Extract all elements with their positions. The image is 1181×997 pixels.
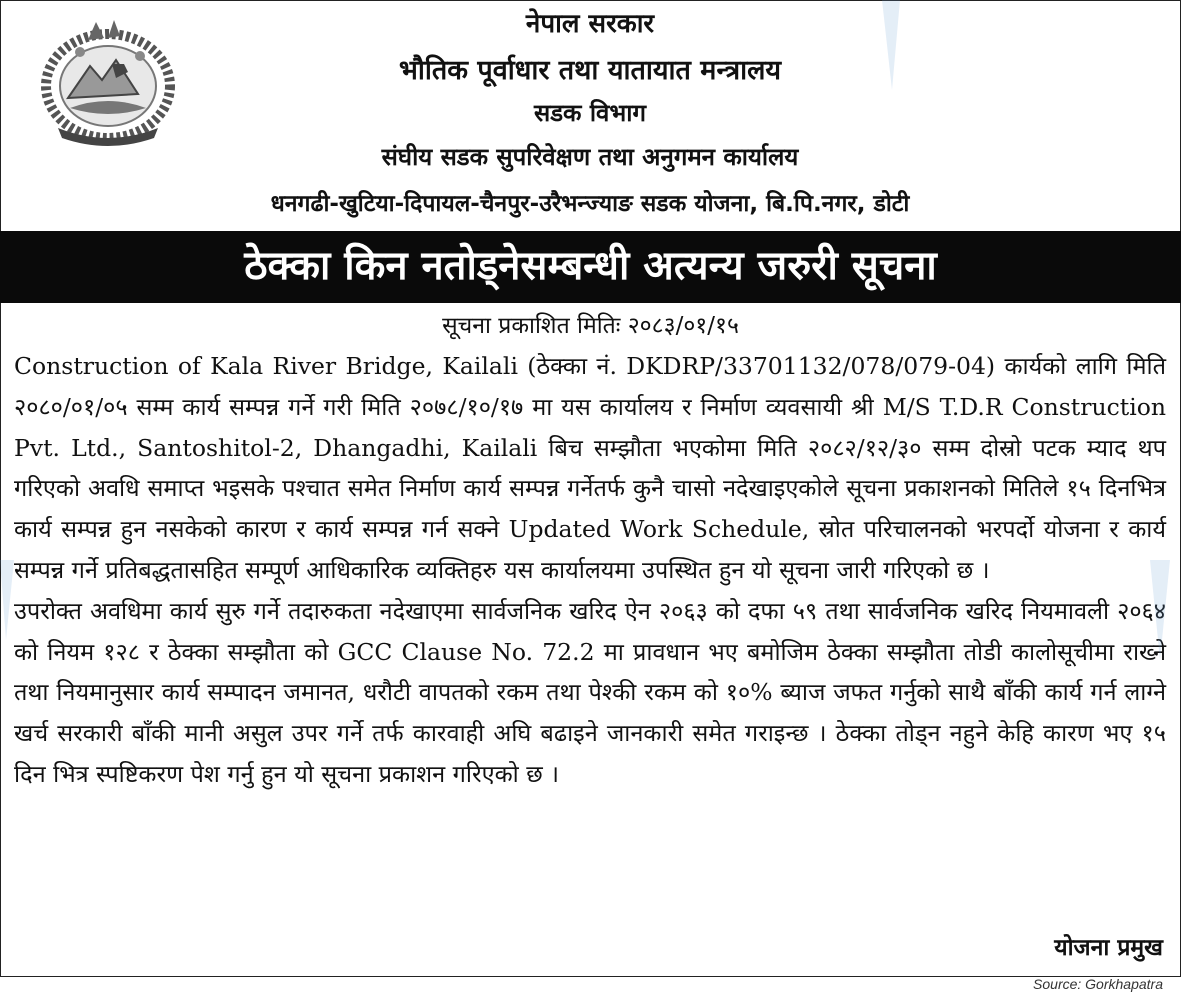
notice-title: ठेक्का किन नतोड्नेसम्बन्धी अत्यन्य जरुरी सूचना — [244, 243, 937, 289]
published-date: सूचना प्रकाशित मितिः २०८३/०१/१५ — [442, 313, 739, 339]
project-heading: धनगढी-खुटिया-दिपायल-चैनपुर-उरैभन्ज्याङ सडक योजना, बि.पि.नगर, डोटी — [270, 191, 910, 217]
notice-paragraph-1: Construction of Kala River Bridge, Kailali (ठेक्का नं. DKDRP/33701132/078/079-04) कार्यको लागि मिति २०८०/०१/०५ सम्म कार्य सम्पन्न गर्ने गरी मिति २०७८/१०/१७ मा यस कार्यालय र निर्माण व्यवसायी श्री M/S T.D.R Construction Pvt. Ltd., Santoshitol-2, Dhangadhi, Kailali बिच सम्झौता भएकोमा मिति २०८२/१२/३० सम्म दोस्रो पटक म्याद थप गरिएको अवधि समाप्त भइसके पश्चात समेत निर्माण कार्य सम्पन्न गर्नेतर्फ कुनै चासो नदेखाइएकोले सूचना प्रकाशनको मितिले १५ दिनभित्र कार्य सम्पन्न हुन नसकेको कारण र कार्य सम्पन्न गर्न सक्ने Updated Work Schedule, स्रोत परिचालनको भरपर्दो योजना र कार्य सम्पन्न गर्ने प्रतिबद्धतासहित सम्पूर्ण आधिकारिक व्यक्तिहरु यस कार्यालयमा उपस्थित हुन यो सूचना जारी गरिएको छ । — [14, 352, 1166, 584]
signature-label: योजना प्रमुख — [1054, 935, 1163, 961]
notice-body — [14, 346, 1166, 795]
notice-title-banner — [0, 231, 1181, 303]
office-heading: संघीय सडक सुपरिवेक्षण तथा अनुगमन कार्यालय — [381, 143, 799, 171]
source-credit: Source: Gorkhapatra — [1033, 976, 1163, 992]
nepal-government-emblem-icon — [28, 16, 188, 148]
notice-paragraph-2: उपरोक्त अवधिमा कार्य सुरु गर्ने तदारुकता नदेखाएमा सार्वजनिक खरिद ऐन २०६३ को दफा ५९ तथा सार्वजनिक खरिद नियमावली २०६४ को नियम १२८ र ठेक्का सम्झौता को GCC Clause No. 72.2 मा प्रावधान भए बमोजिम ठेक्का सम्झौता तोडी कालोसूचीमा राख्ने तथा नियमानुसार कार्य सम्पादन जमानत, धरौटी वापतको रकम तथा पेश्की रकम को १०% ब्याज जफत गर्नुको साथै बाँकी कार्य गर्न लाग्ने खर्च सरकारी बाँकी मानी असुल उपर गर्ने तर्फ कारवाही अघि बढाइने जानकारी समेत गराइन्छ । ठेक्का तोड्न नहुने केहि कारण भए १५ दिन भित्र स्पष्टिकरण पेश गर्नु हुन यो सूचना प्रकाशन गरिएको छ । — [14, 596, 1166, 788]
ministry-heading: भौतिक पूर्वाधार तथा यातायात मन्त्रालय — [398, 55, 782, 86]
department-heading: सडक विभाग — [533, 99, 646, 127]
government-heading: नेपाल सरकार — [525, 9, 655, 39]
